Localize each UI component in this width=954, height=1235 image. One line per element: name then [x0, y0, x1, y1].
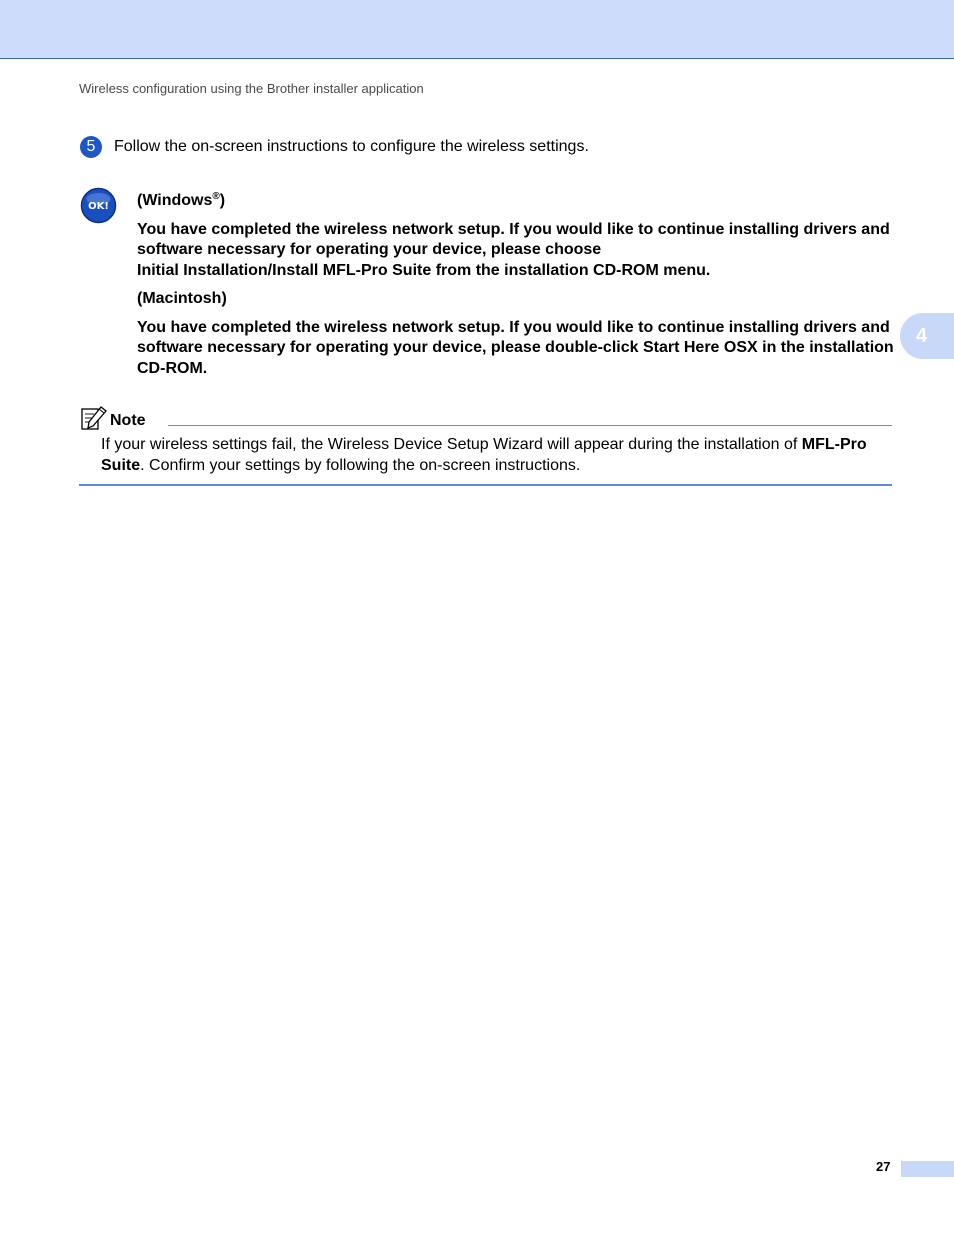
note-label: Note — [110, 412, 146, 429]
windows-body-line2: Initial Installation/Install MFL-Pro Suite from the installation CD-ROM menu. — [137, 261, 711, 279]
note-pencil-icon — [81, 406, 107, 431]
step-text: Follow the on-screen instructions to configure the wireless settings. — [114, 138, 589, 155]
note-text-bold: MFL-Pro Suite — [101, 436, 867, 474]
windows-heading — [137, 191, 897, 212]
windows-body-line1: You have completed the wireless network setup. If you would like to continue installing drivers and software necessary for operating your device, please choose — [137, 220, 890, 258]
note-text-after: . Confirm your settings by following the on-screen instructions. — [140, 457, 581, 474]
page-number: 27 — [876, 1159, 891, 1174]
macintosh-body: You have completed the wireless network setup. If you would like to continue installing drivers and software necessary for operating your device, please double-click Start Here OSX in the installation CD-ROM. — [137, 318, 894, 377]
macintosh-heading: (Macintosh) — [137, 290, 227, 307]
page-number-tab — [901, 1161, 954, 1177]
note-rule-top — [168, 425, 892, 426]
windows-body — [137, 220, 897, 282]
step-number-badge: 5 — [80, 136, 102, 158]
ok-icon — [80, 187, 117, 224]
note-rule-bottom — [79, 484, 892, 486]
registered-mark: ® — [212, 191, 220, 202]
running-header: Wireless configuration using the Brother installer application — [79, 81, 424, 96]
note-text-before: If your wireless settings fail, the Wireless Device Setup Wizard will appear during the installation of — [101, 436, 802, 453]
page-top-band — [0, 0, 954, 59]
chapter-tab: 4 — [900, 313, 954, 359]
note-body — [101, 434, 891, 476]
windows-heading-text: (Windows — [137, 192, 213, 209]
ok-icon-label: OK! — [88, 201, 109, 212]
windows-heading-close: ) — [219, 192, 226, 209]
completion-message — [137, 191, 897, 379]
